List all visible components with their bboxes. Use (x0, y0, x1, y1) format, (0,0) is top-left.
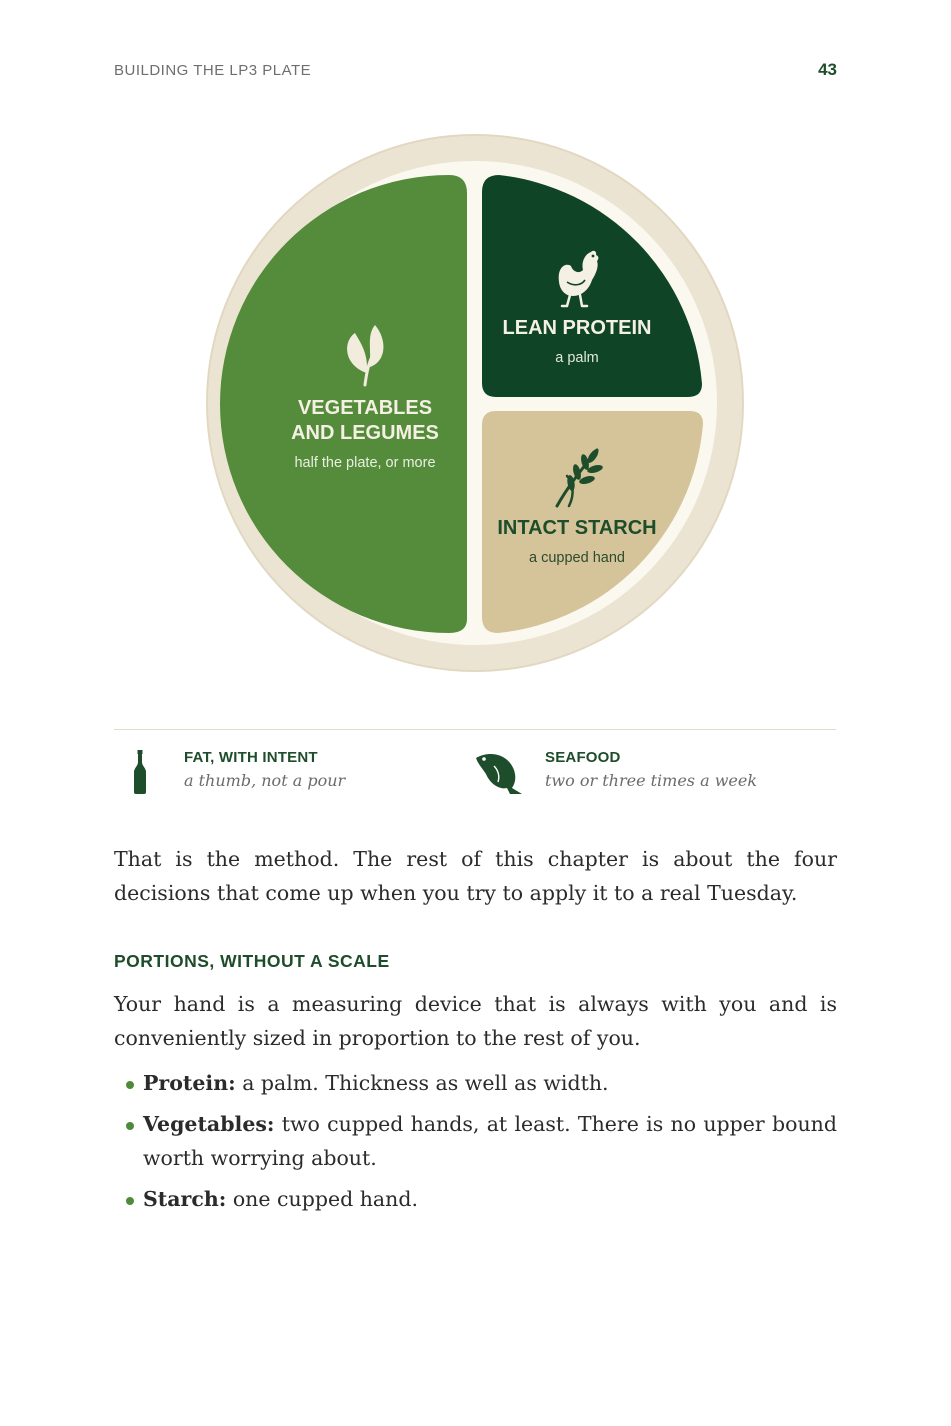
protein-portion: a palm (555, 350, 599, 366)
list-item (114, 1182, 837, 1216)
protein-title: LEAN PROTEIN (502, 317, 652, 339)
vegetables-title-line1: VEGETABLES (297, 397, 433, 419)
starch-portion: a cupped hand (529, 550, 625, 566)
list-item-text: two cupped hands, at least. There is no upper bound worth worrying about. (143, 1112, 837, 1170)
note-seafood (474, 748, 804, 798)
portion-list (114, 1066, 837, 1223)
list-item-text: one cupped hand. (226, 1187, 418, 1211)
fish-icon (474, 748, 526, 796)
running-head-title: BUILDING THE LP3 PLATE (114, 62, 312, 79)
note-seafood-title: SEAFOOD (545, 749, 621, 766)
vegetables-portion: half the plate, or more (294, 455, 436, 471)
vegetables-title-line2: AND LEGUMES (291, 422, 439, 444)
note-fat (130, 748, 430, 798)
intro-paragraph: That is the method. The rest of this chapter is about the four decisions that come up when you try to apply it to a real Tuesday. (114, 847, 837, 905)
list-item-term: Starch: (143, 1187, 227, 1211)
list-item-term: Protein: (143, 1071, 236, 1095)
note-fat-subtitle: a thumb, not a pour (184, 771, 346, 790)
page-number: 43 (818, 60, 837, 79)
section-paragraph: Your hand is a measuring device that is always with you and is conveniently sized in proportion to the rest of you. (114, 992, 837, 1050)
list-item-text: a palm. Thickness as well as width. (235, 1071, 609, 1095)
section-heading: PORTIONS, WITHOUT A SCALE (114, 951, 390, 971)
list-item (114, 1066, 837, 1100)
note-seafood-subtitle: two or three times a week (545, 771, 758, 790)
oil-bottle-icon (130, 748, 150, 796)
divider (114, 729, 836, 730)
list-item (114, 1107, 837, 1175)
list-item-term: Vegetables: (143, 1112, 275, 1136)
starch-title: INTACT STARCH (497, 517, 657, 539)
note-fat-title: FAT, WITH INTENT (184, 749, 318, 766)
